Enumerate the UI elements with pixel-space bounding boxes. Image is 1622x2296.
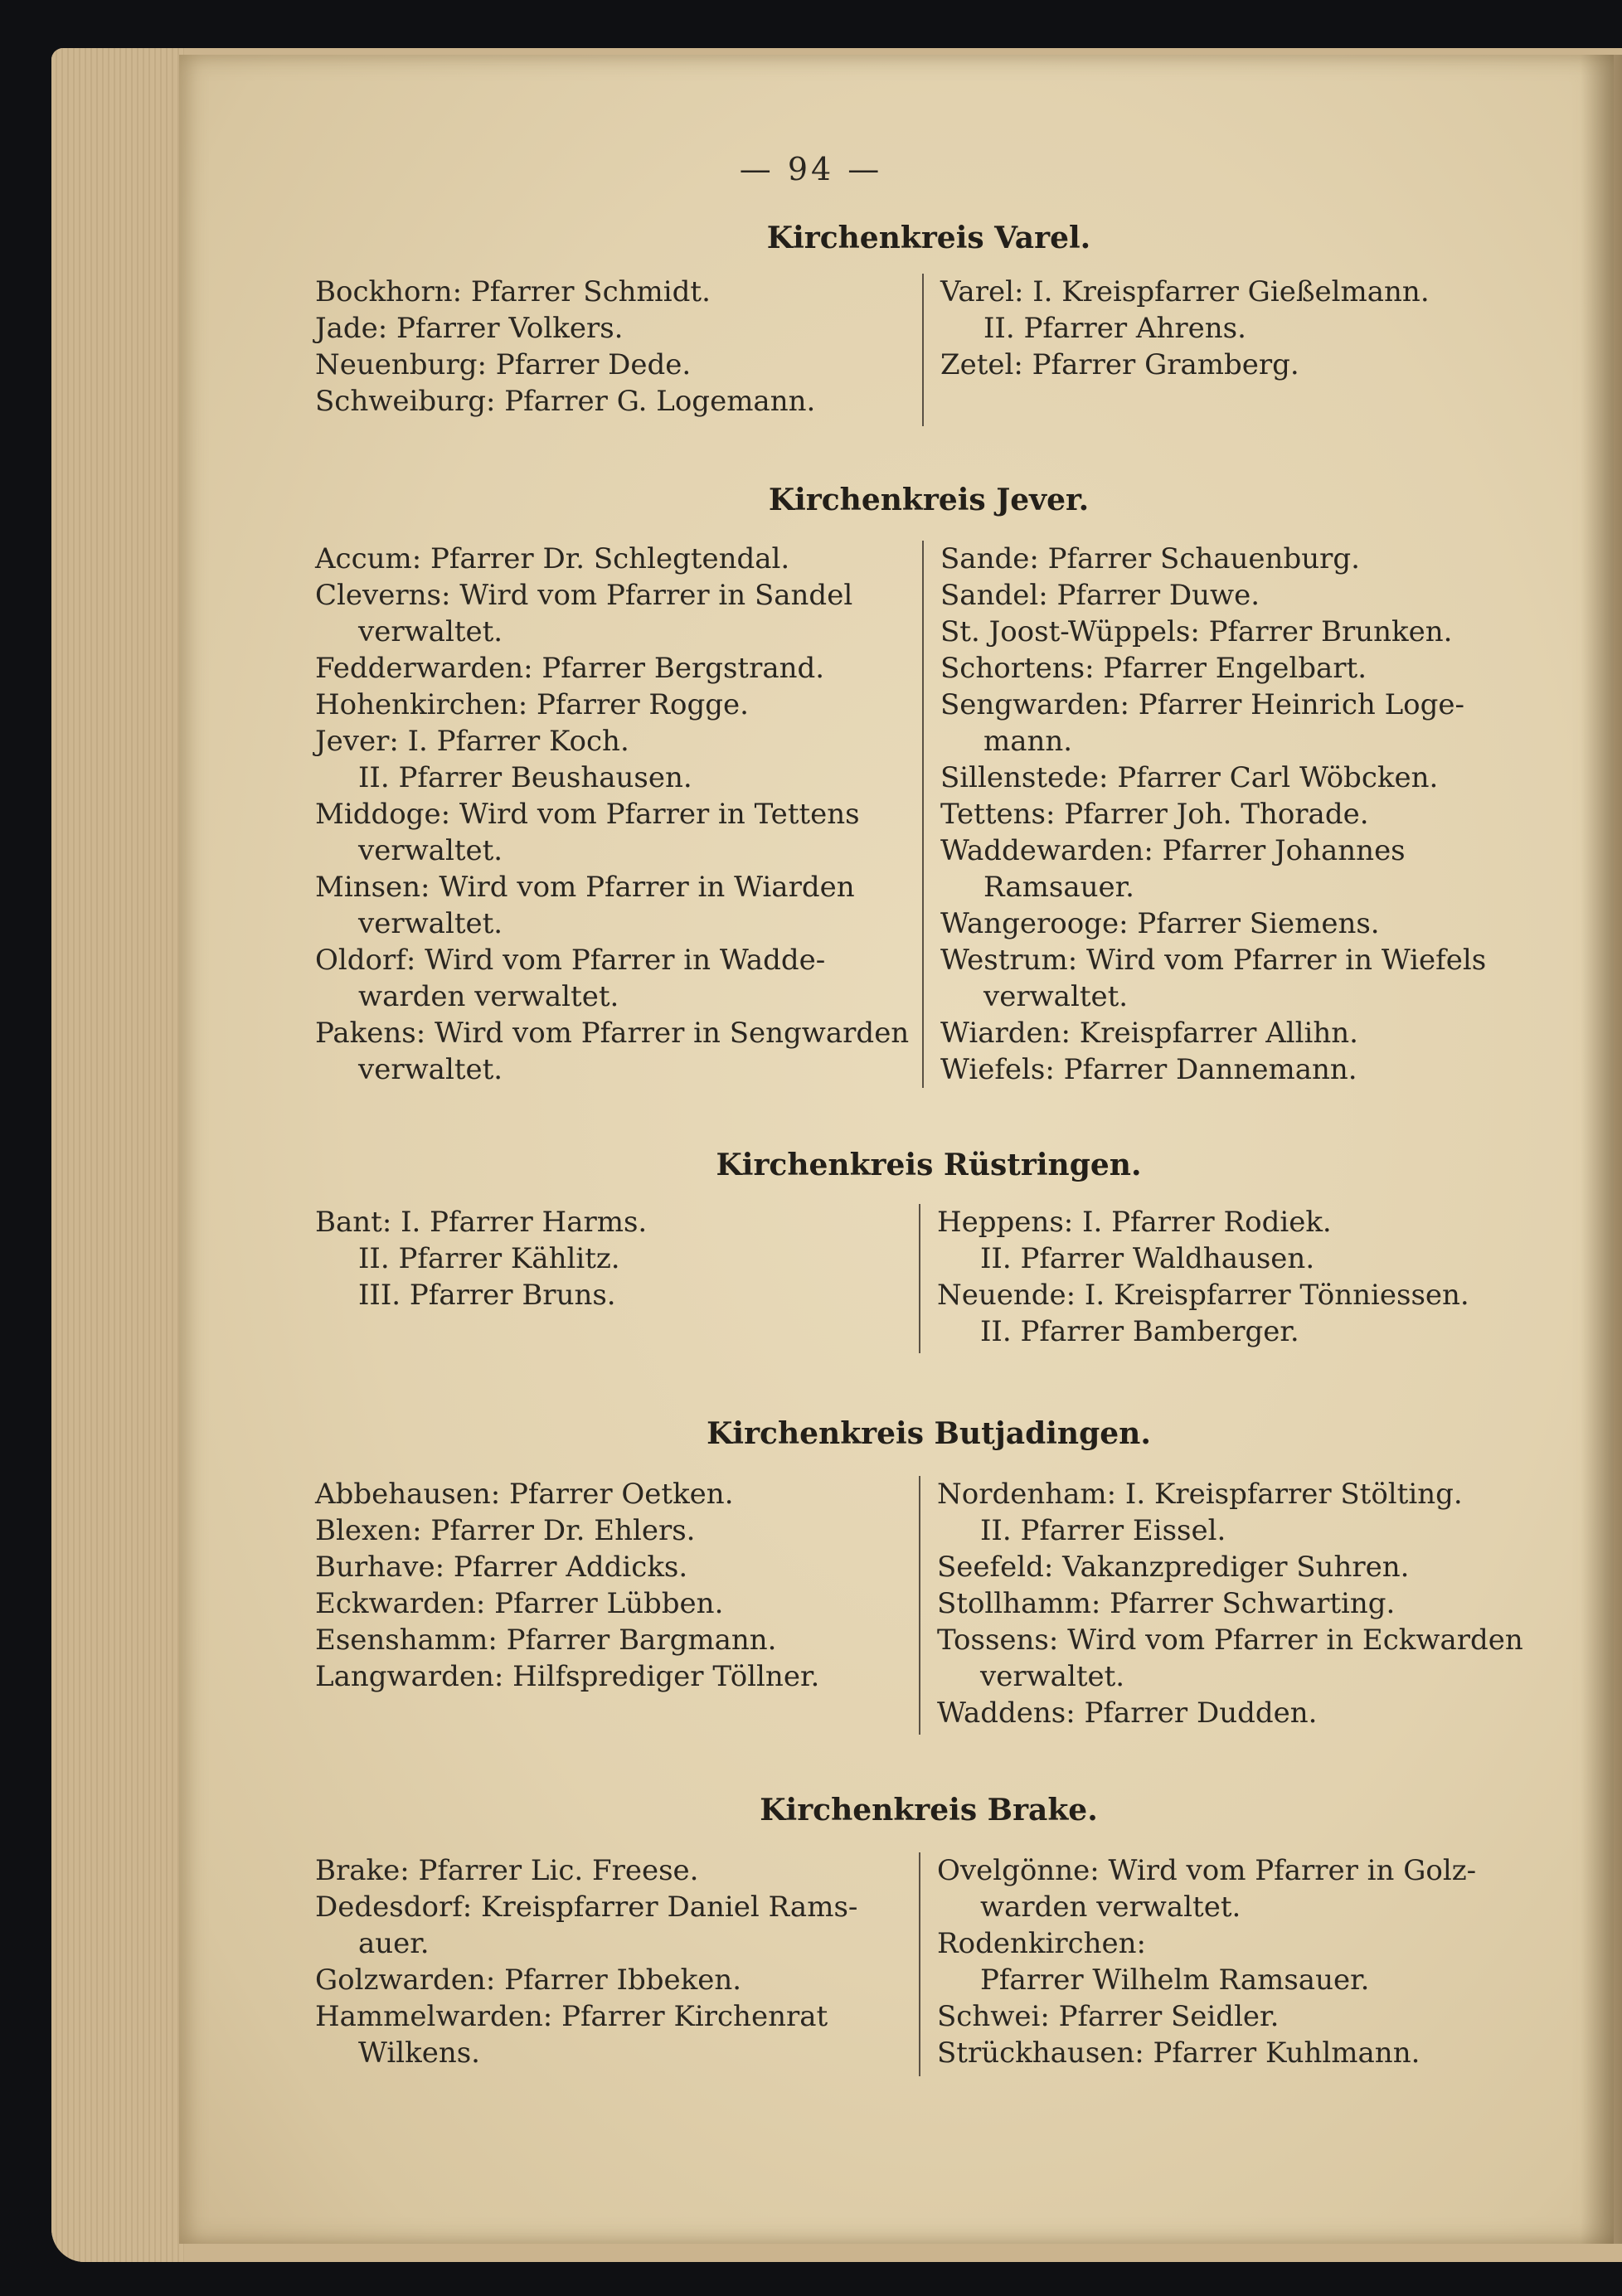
list-item: Eckwarden: Pfarrer Lübben. [315, 1587, 724, 1620]
section-brake-right-column [937, 1852, 1476, 2071]
section-varel-right-column [940, 274, 1430, 383]
list-item: Tettens: Pfarrer Joh. Thorade. [940, 798, 1369, 831]
list-item: mann. [983, 725, 1073, 758]
list-item: Pakens: Wird vom Pfarrer in Sengwarden [315, 1017, 910, 1050]
list-item: Sengwarden: Pfarrer Heinrich Loge- [940, 688, 1465, 721]
list-item: II. Pfarrer Kählitz. [358, 1242, 620, 1275]
list-item: Strückhausen: Pfarrer Kuhlmann. [937, 2036, 1420, 2070]
list-item: verwaltet. [358, 615, 503, 648]
list-item: Pfarrer Wilhelm Ramsauer. [980, 1963, 1370, 1997]
list-item: Schweiburg: Pfarrer G. Logemann. [315, 385, 816, 418]
list-item: Wangerooge: Pfarrer Siemens. [940, 907, 1380, 940]
list-item: Waddewarden: Pfarrer Johannes [940, 834, 1406, 867]
column-divider [919, 1852, 920, 2076]
list-item: II. Pfarrer Bamberger. [980, 1315, 1299, 1348]
list-item: Waddens: Pfarrer Dudden. [937, 1697, 1318, 1730]
list-item: Abbehausen: Pfarrer Oetken. [315, 1478, 734, 1511]
list-item: Wilkens. [358, 2036, 480, 2070]
list-item: Wiefels: Pfarrer Dannemann. [940, 1053, 1357, 1086]
list-item: Middoge: Wird vom Pfarrer in Tettens [315, 798, 860, 831]
list-item: Oldorf: Wird vom Pfarrer in Wadde- [315, 944, 826, 977]
list-item: warden verwaltet. [980, 1891, 1241, 1924]
list-item: Minsen: Wird vom Pfarrer in Wiarden [315, 871, 855, 904]
section-ruestringen-left-column [315, 1204, 647, 1313]
list-item: Varel: I. Kreispfarrer Gießelmann. [940, 275, 1430, 308]
section-ruestringen-right-column [937, 1204, 1469, 1350]
list-item: Neuenburg: Pfarrer Dede. [315, 348, 692, 381]
list-item: II. Pfarrer Eissel. [980, 1514, 1226, 1547]
list-item: Nordenham: I. Kreispfarrer Stölting. [937, 1478, 1463, 1511]
list-item: Langwarden: Hilfsprediger Töllner. [315, 1660, 820, 1693]
list-item: Tossens: Wird vom Pfarrer in Eckwarden [937, 1624, 1523, 1657]
section-heading-ruestringen: Kirchenkreis Rüstringen. [716, 1148, 1142, 1182]
list-item: Jever: I. Pfarrer Koch. [315, 725, 629, 758]
list-item: verwaltet. [358, 834, 503, 867]
list-item: verwaltet. [980, 1660, 1125, 1693]
list-item: auer. [358, 1927, 430, 1960]
list-item: Jade: Pfarrer Volkers. [315, 312, 624, 345]
list-item: Zetel: Pfarrer Gramberg. [940, 348, 1299, 381]
page-number: — 94 — [739, 151, 883, 187]
list-item: II. Pfarrer Waldhausen. [980, 1242, 1315, 1275]
list-item: Fedderwarden: Pfarrer Bergstrand. [315, 652, 825, 685]
list-item: Neuende: I. Kreispfarrer Tönniessen. [937, 1279, 1469, 1312]
list-item: Sillenstede: Pfarrer Carl Wöbcken. [940, 761, 1439, 794]
list-item: Cleverns: Wird vom Pfarrer in Sandel [315, 579, 853, 612]
list-item: Westrum: Wird vom Pfarrer in Wiefels [940, 944, 1487, 977]
list-item: Bockhorn: Pfarrer Schmidt. [315, 275, 711, 308]
list-item: III. Pfarrer Bruns. [358, 1279, 616, 1312]
list-item: Ovelgönne: Wird vom Pfarrer in Golz- [937, 1854, 1477, 1887]
list-item: Dedesdorf: Kreispfarrer Daniel Rams- [315, 1891, 858, 1924]
section-heading-varel: Kirchenkreis Varel. [766, 221, 1091, 255]
column-divider [919, 1204, 920, 1353]
column-divider [919, 1476, 920, 1735]
list-item: Ramsauer. [983, 871, 1134, 904]
list-item: II. Pfarrer Ahrens. [983, 312, 1246, 345]
list-item: Hammelwarden: Pfarrer Kirchenrat [315, 2000, 828, 2033]
list-item: Golzwarden: Pfarrer Ibbeken. [315, 1963, 742, 1997]
list-item: II. Pfarrer Beushausen. [358, 761, 692, 794]
list-item: Sandel: Pfarrer Duwe. [940, 579, 1260, 612]
section-jever-left-column [315, 541, 909, 1088]
list-item: Schortens: Pfarrer Engelbart. [940, 652, 1367, 685]
section-heading-brake: Kirchenkreis Brake. [760, 1793, 1098, 1828]
list-item: verwaltet. [358, 907, 503, 940]
list-item: verwaltet. [358, 1053, 503, 1086]
section-heading-butjadingen: Kirchenkreis Butjadingen. [707, 1416, 1151, 1451]
list-item: Stollhamm: Pfarrer Schwarting. [937, 1587, 1396, 1620]
list-item: Bant: I. Pfarrer Harms. [315, 1206, 648, 1239]
list-item: Sande: Pfarrer Schauenburg. [940, 542, 1360, 575]
list-item: Rodenkirchen: [937, 1927, 1146, 1960]
list-item: Burhave: Pfarrer Addicks. [315, 1551, 688, 1584]
column-divider [922, 274, 924, 426]
list-item: St. Joost-Wüppels: Pfarrer Brunken. [940, 615, 1453, 648]
list-item: warden verwaltet. [358, 980, 619, 1013]
section-brake-left-column [315, 1852, 857, 2071]
section-butjadingen-left-column [315, 1476, 819, 1695]
list-item: Hohenkirchen: Pfarrer Rogge. [315, 688, 749, 721]
list-item: Blexen: Pfarrer Dr. Ehlers. [315, 1514, 696, 1547]
list-item: verwaltet. [983, 980, 1129, 1013]
list-item: Brake: Pfarrer Lic. Freese. [315, 1854, 699, 1887]
list-item: Esenshamm: Pfarrer Bargmann. [315, 1624, 777, 1657]
section-varel-left-column [315, 274, 815, 420]
list-item: Wiarden: Kreispfarrer Allihn. [940, 1017, 1358, 1050]
list-item: Accum: Pfarrer Dr. Schlegtendal. [315, 542, 790, 575]
section-butjadingen-right-column [937, 1476, 1523, 1731]
column-divider [922, 541, 924, 1088]
list-item: Seefeld: Vakanzprediger Suhren. [937, 1551, 1410, 1584]
section-jever-right-column [940, 541, 1486, 1088]
section-heading-jever: Kirchenkreis Jever. [768, 483, 1090, 517]
list-item: Schwei: Pfarrer Seidler. [937, 2000, 1280, 2033]
list-item: Heppens: I. Pfarrer Rodiek. [937, 1206, 1332, 1239]
